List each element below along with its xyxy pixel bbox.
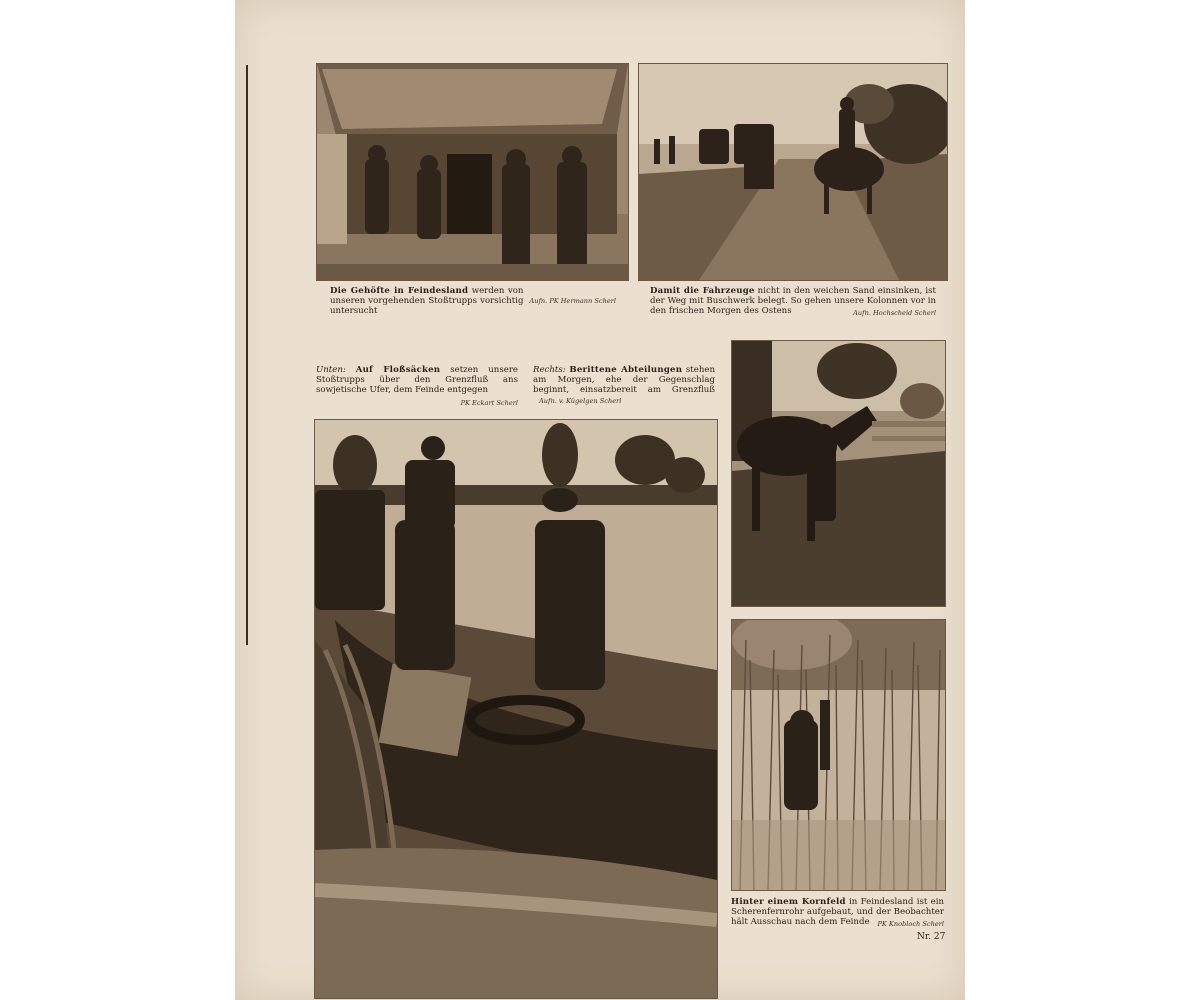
caption-column-text: nicht in den weichen Sand einsinken, ist der Weg mit Buschwerk belegt. So gehen unsere Kolonnen vor in den frischen Morgen des Ostens	[650, 286, 936, 317]
caption-cavalry	[533, 365, 715, 406]
photo-cornfield-observer	[731, 619, 946, 891]
caption-cornfield-bold: Hinter einem Kornfeld	[731, 897, 846, 907]
photo-raft-crossing	[314, 419, 718, 999]
caption-cornfield-text: in Feindesland ist ein Scherenfernrohr aufgebaut, und der Beobachter hält Ausschau nach dem Feinde	[731, 897, 944, 928]
caption-cornfield	[731, 897, 944, 930]
caption-farmhouse	[330, 286, 616, 317]
caption-raft-bold: Auf Floßsäcken	[355, 365, 441, 375]
binding-line	[246, 65, 248, 645]
credit-column: Aufn. Hochscheid Scherl	[853, 309, 936, 318]
credit-farmhouse: Aufn. PK Hermann Scherl	[529, 297, 616, 305]
credit-raft: PK Eckart Scherl	[460, 398, 518, 407]
photo-column-road	[638, 63, 948, 281]
caption-cavalry-bold: Berittene Abteilungen	[569, 365, 683, 375]
credit-cornfield: PK Knobloch Scherl	[877, 920, 944, 929]
caption-raft-text: setzen unsere Stoßtrupps über den Grenzfluß ans sowjetische Ufer, dem Feinde entgegen	[316, 365, 519, 396]
photo-farmhouse-soldiers	[316, 63, 629, 281]
page-number: Nr. 27	[917, 932, 946, 942]
caption-farmhouse-text: werden von unseren vorgehenden Stoßtrupps vorsichtig untersucht	[330, 286, 524, 317]
caption-column	[650, 286, 936, 319]
photo-cavalry-horses	[731, 340, 946, 607]
caption-cavalry-text: stehen am Morgen, ehe der Gegenschlag beginnt, einsatzbereit am Grenzfluß	[533, 365, 715, 396]
caption-column-bold: Damit die Fahrzeuge	[650, 286, 755, 296]
caption-raft-lead: Unten:	[316, 365, 346, 375]
caption-farmhouse-bold: Die Gehöfte in Feindesland	[330, 286, 469, 296]
caption-cavalry-lead: Rechts:	[533, 365, 566, 375]
credit-cavalry: Aufn. v. Kügelgen Scherl	[539, 396, 622, 405]
caption-raft	[316, 365, 518, 408]
